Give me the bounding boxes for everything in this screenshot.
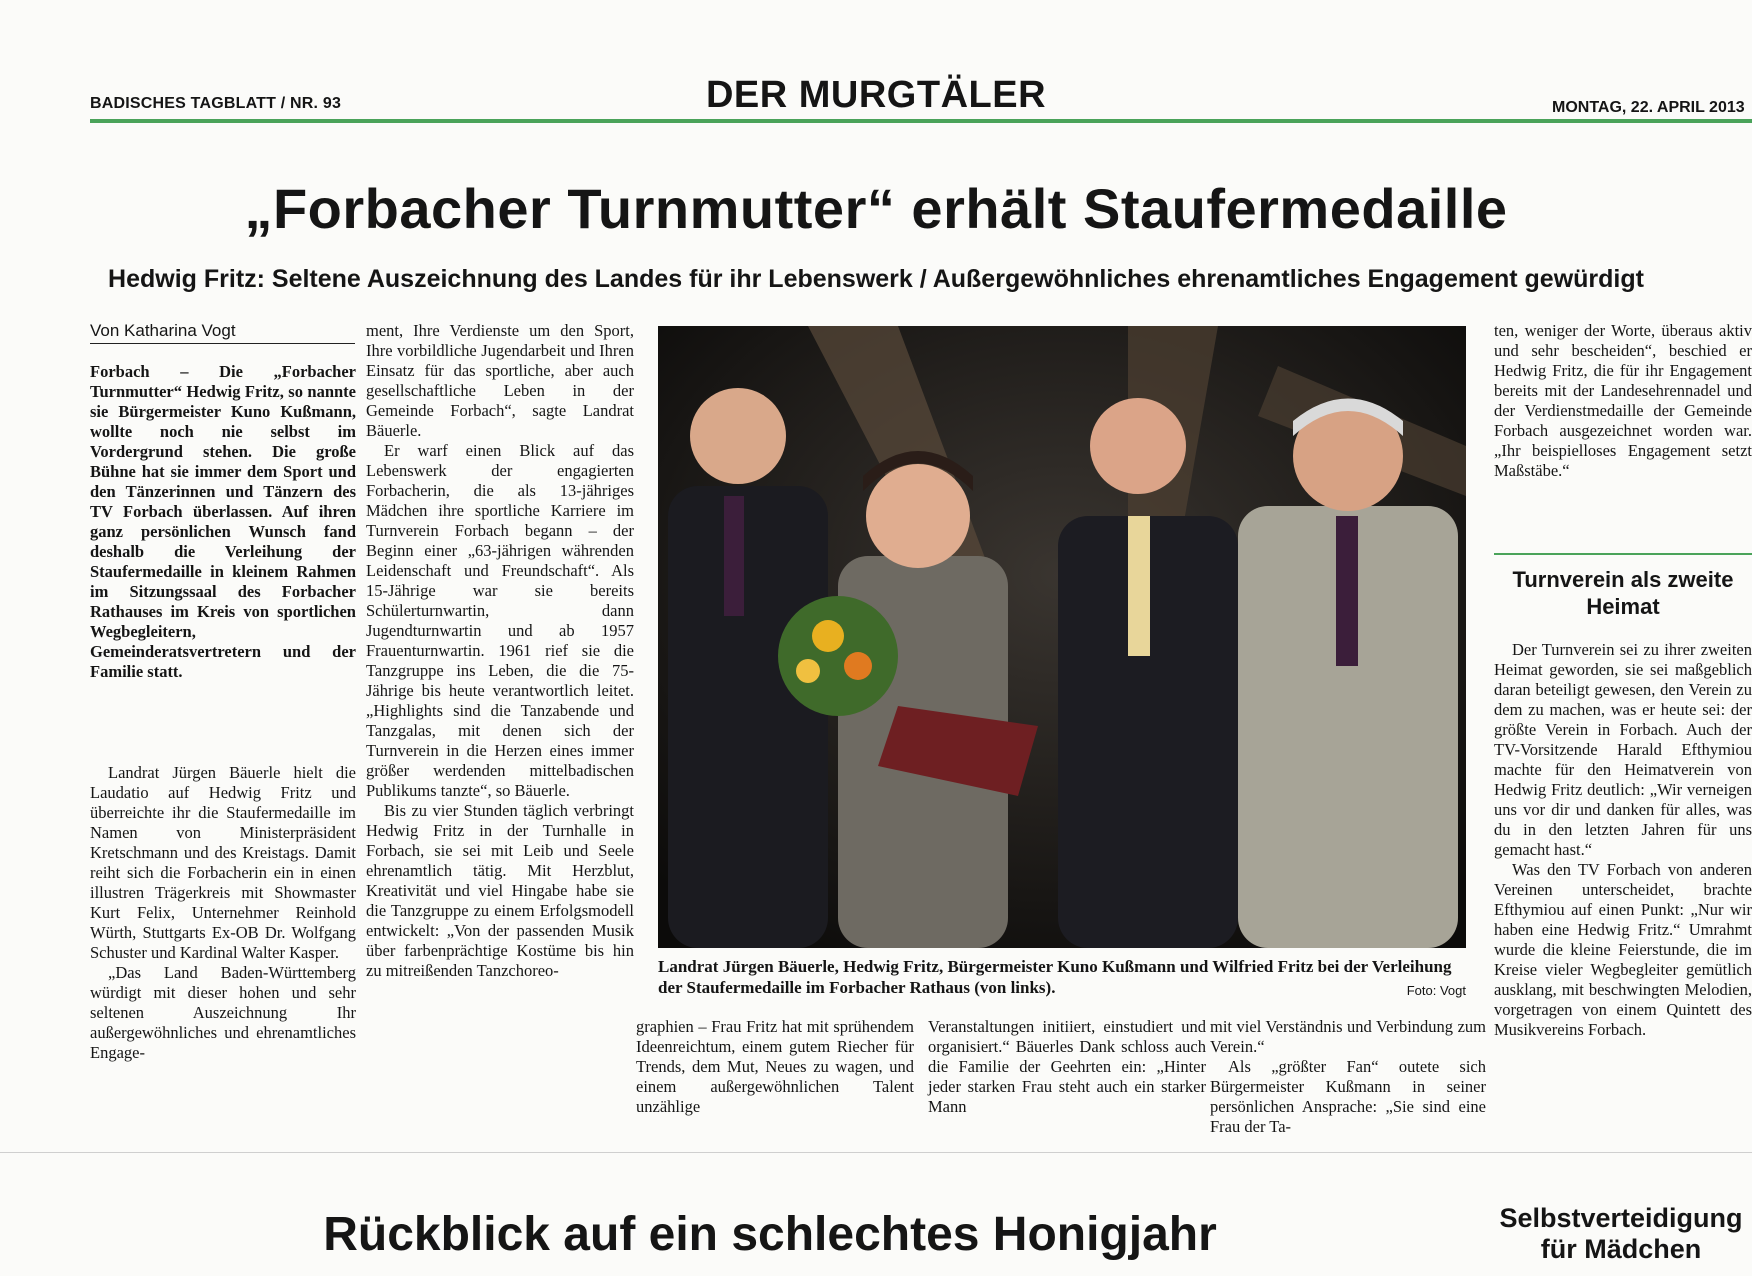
paragraph: mit viel Verständnis und Verbindung zum Verein.“ [1210,1017,1486,1056]
caption-text: Landrat Jürgen Bäuerle, Hedwig Fritz, Bürgermeister Kuno Kußmann und Wilfried Fritz bei der Verleihung der Staufermedaille im Forbacher Rathaus (von links). [658,957,1452,997]
subhead: Turnverein als zweite Heimat [1512,567,1734,619]
byline: Von Katharina Vogt [90,321,236,340]
paragraph: graphien – Frau Fritz hat mit sprühendem Ideenreichtum, einem gutem Riecher für Trends, dem Mut, Neues zu wagen, und einem außergewöhnlichen Talent unzählige [636,1017,914,1116]
paragraph: ten, weniger der Worte, überaus aktiv und sehr bescheiden“, beschied er Hedwig Fritz, die für ihr Engagement bereits mit der Landesehrennadel und der Verdienstmedaille der Gemeinde Forbach ausgezeichnet worden war. „Ihr beispielloses Engagement setzt Maßstäbe.“ [1494,321,1752,480]
teaser-headline-right: Selbstverteidigung für Mädchen [1499,1203,1743,1264]
bottom-column-3 [1210,1017,1486,1137]
column-6 [1494,321,1752,481]
paragraph: Der Turnverein sei zu ihrer zweiten Heimat geworden, sie sei maßgeblich daran beteiligt gewesen, den Verein zu dem zu machen, was er heute sei: der größte Verein in Forbach. Auch der TV-Vorsitzende Harald Efthymiou machte für den Heimatverein von Hedwig Fritz deutlich: „Wir verneigen uns vor dir und danken für alles, was du in den letzten Jahren für uns gemacht hast.“ [1494,640,1752,859]
paragraph: ment, Ihre Verdienste um den Sport, Ihre vorbildliche Jugendarbeit und Ihren Einsatz für das sportliche, aber auch gesellschaftliche Leben in der Gemeinde Forbach“, sagte Landrat Bäuerle. [366,321,634,440]
byline-divider [90,343,355,344]
article-subheadline: Hedwig Fritz: Seltene Auszeichnung des Landes für ihr Lebenswerk / Außergewöhnliches ehrenamtliches Engagement gewürdigt [108,265,1644,293]
article-photo [658,326,1466,948]
footer-divider [0,1152,1752,1153]
lead-paragraph [90,362,356,682]
lead-text: Forbach – Die „Forbacher Turnmutter“ Hedwig Fritz, so nannte sie Bürgermeister Kuno Kußmann, wollte noch nie selbst im Vordergrund stehen. Die große Bühne hat sie immer dem Sport und den Tänzerinnen und Tänzern des TV Forbach überlassen. Auf ihren ganz persönlichen Wunsch fand deshalb die Verleihung der Staufermedaille in kleinem Rahmen im Sitzungssaal des Forbacher Rathauses im Kreis von sportlichen Wegbegleitern, Gemeinderatsvertretern und der Familie statt. [90,362,356,681]
bottom-column-2 [928,1017,1206,1117]
photo-credit: Foto: Vogt [1406,983,1466,998]
paragraph: Als „größter Fan“ outete sich Bürgermeister Kußmann in seiner persönlichen Ansprache: „Sie sind eine Frau der Ta- [1210,1057,1486,1136]
column-1 [90,763,356,1063]
photo-caption [658,956,1466,1001]
section-title: DER MURGTÄLER [705,74,1047,116]
subhead-divider [1494,553,1752,555]
paragraph: Bis zu vier Stunden täglich verbringt Hedwig Fritz in der Turnhalle in Forbach, sie sei mit Leib und Seele ehrenamtlich tätig. Mit Herzblut, Kreativität und viel Hingabe habe sie die Tanzgruppe zu einem Erfolgsmodell entwickelt: „Von der passenden Musik über farbenprächtige Kostüme bis hin zu mitreißenden Tanzchoreo- [366,801,634,980]
paragraph: Landrat Jürgen Bäuerle hielt die Laudatio auf Hedwig Fritz und überreichte ihr die Staufermedaille im Namen von Ministerpräsident Kretschmann und des Kreistags. Damit reiht sich die Forbacherin ein in einen illustren Trägerkreis mit Showmaster Kurt Felix, Unternehmer Reinhold Würth, Stuttgarts Ex-OB Dr. Wolfgang Schuster und Kardinal Walter Kasper. [90,763,356,962]
teaser-headline: Rückblick auf ein schlechtes Honigjahr [323,1208,1217,1261]
paragraph: Er warf einen Blick auf das Lebenswerk der engagierten Forbacherin, die als 13-jähriges Mädchen ihre sportliche Karriere im Turnverein Forbach begann – der Beginn einer „63-jährigen währenden Leidenschaft und Freundschaft“. Als 15-Jährige war sie bereits Schülerturnwartin, dann Jugendturnwartin und ab 1957 Frauenturnwartin. 1961 rief sie die Tanzgruppe ins Leben, die die 75-Jährige bis heute verantwortlich leitet. „Highlights sind die Tanzabende und Tanzgalas, mit denen sich der Turnverein in die Herzen eines immer größer werdenden mittelbadischen Publikums tanzte“, so Bäuerle. [366,441,634,800]
award-ceremony-photo [658,326,1466,948]
article-headline: „Forbacher Turnmutter“ erhält Staufermedaille [244,177,1508,240]
paragraph: „Das Land Baden-Württemberg würdigt mit dieser hohen und sehr seltenen Auszeichnung Ihr außergewöhnliches und ehrenamtliches Engage- [90,963,356,1062]
paragraph: Was den TV Forbach von anderen Vereinen unterscheidet, brachte Efthymiou auf einen Punkt: „Nur wir haben eine Hedwig Fritz.“ Umrahmt wurde die kleine Feierstunde, die im Kreise vieler Wegbegleiter gemütlich ausklang, mit beschwingten Melodien, vorgetragen von einem Quintett des Musikvereins Forbach. [1494,860,1752,1039]
bottom-column-1 [636,1017,914,1117]
column-6-continued [1494,640,1752,1040]
header-divider [90,119,1752,123]
column-2 [366,321,634,981]
newspaper-name: BADISCHES TAGBLATT / NR. 93 [90,95,342,112]
issue-date: MONTAG, 22. APRIL 2013 [1552,99,1745,116]
paragraph: Veranstaltungen initiiert, einstudiert und organisiert.“ Bäuerles Dank schloss auch die Familie der Geehrten ein: „Hinter jeder starken Frau steht auch ein starker Mann [928,1017,1206,1116]
